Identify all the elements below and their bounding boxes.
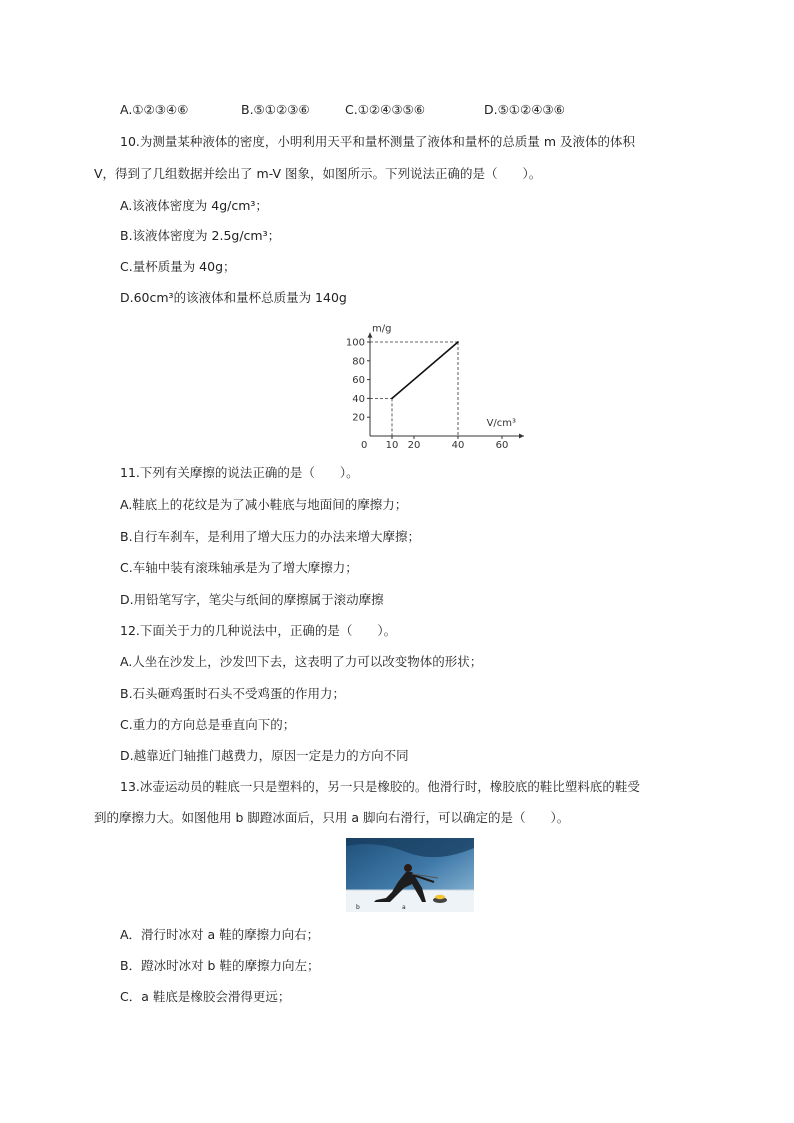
q12-option-d: D.越靠近门轴推门越费力，原因一定是力的方向不同 [120,748,409,763]
q10-stem-line-1: 10.为测量某种液体的密度，小明利用天平和量杯测量了液体和量杯的总质量 m 及液体的体积 [120,134,636,149]
q11-option-d: D.用铅笔写字，笔尖与纸间的摩擦属于滚动摩擦 [120,592,384,607]
q9-option-c: C.①②④③⑤⑥ [345,102,425,117]
y-tick-label: 40 [352,393,365,405]
q13-option-c: C．a 鞋底是橡胶会滑得更远； [120,989,291,1004]
x-axis-arrow [519,434,524,439]
x-tick-label: 40 [451,440,465,451]
x-tick-label: 60 [495,440,509,451]
q9-option-d: D.⑤①②④③⑥ [484,102,565,117]
q13-stem-line-1: 13.冰壶运动员的鞋底一只是塑料的，另一只是橡胶的。他滑行时，橡胶底的鞋比塑料底的鞋受 [120,779,640,794]
m-v-chart [340,318,517,456]
q10-option-b: B.该液体密度为 2.5g/cm³； [120,228,281,243]
q11-stem: 11.下列有关摩擦的说法正确的是（ ）。 [120,465,359,480]
x-tick-label: 10 [385,440,399,451]
y-tick-label: 80 [352,356,365,368]
curling-stone-handle [435,895,445,899]
q9-option-a: A.①②③④⑥ [120,102,189,117]
q13-stem-line-2: 到的摩擦力大。如图他用 b 脚蹬冰面后，只用 a 脚向右滑行，可以确定的是（ ）。 [94,810,570,825]
q10-option-c: C.量杯质量为 40g； [120,259,236,274]
data-point [457,341,459,343]
x-tick-label: 20 [407,440,421,451]
curling-photo [346,838,474,912]
y-tick-label: 20 [352,412,365,424]
q11-option-b: B.自行车刹车，是利用了增大压力的办法来增大摩擦； [120,529,421,544]
q11-option-c: C.车轴中装有滚珠轴承是为了增大摩擦力； [120,560,358,575]
data-line [392,342,458,398]
ice-surface [346,890,474,912]
y-tick-label: 100 [345,337,365,349]
photo-label-a: a [402,904,406,911]
data-point [391,398,393,400]
origin-label: 0 [361,440,368,451]
q10-option-d: D.60cm³的该液体和量杯总质量为 140g [120,290,347,305]
x-axis-label: V/cm³ [486,418,517,429]
y-axis-label: m/g [372,323,392,335]
q9-option-b: B.⑤①②③⑥ [241,102,310,117]
q13-option-a: A．滑行时冰对 a 鞋的摩擦力向右； [120,927,320,942]
y-tick-label: 60 [352,375,365,387]
q13-option-b: B．蹬冰时冰对 b 鞋的摩擦力向左； [120,958,320,973]
q12-option-a: A.人坐在沙发上，沙发凹下去，这表明了力可以改变物体的形状； [120,654,483,669]
q12-option-b: B.石头砸鸡蛋时石头不受鸡蛋的作用力； [120,686,346,701]
athlete-head [404,864,412,872]
photo-label-b: b [356,904,360,911]
q12-stem: 12.下面关于力的几种说法中，正确的是（ ）。 [120,623,397,638]
q10-stem-line-2: V，得到了几组数据并绘出了 m-V 图象，如图所示。下列说法正确的是（ ）。 [94,166,542,181]
q12-option-c: C.重力的方向总是垂直向下的； [120,717,296,732]
q10-option-a: A.该液体密度为 4g/cm³； [120,198,268,213]
q11-option-a: A.鞋底上的花纹是为了减小鞋底与地面间的摩擦力； [120,497,408,512]
